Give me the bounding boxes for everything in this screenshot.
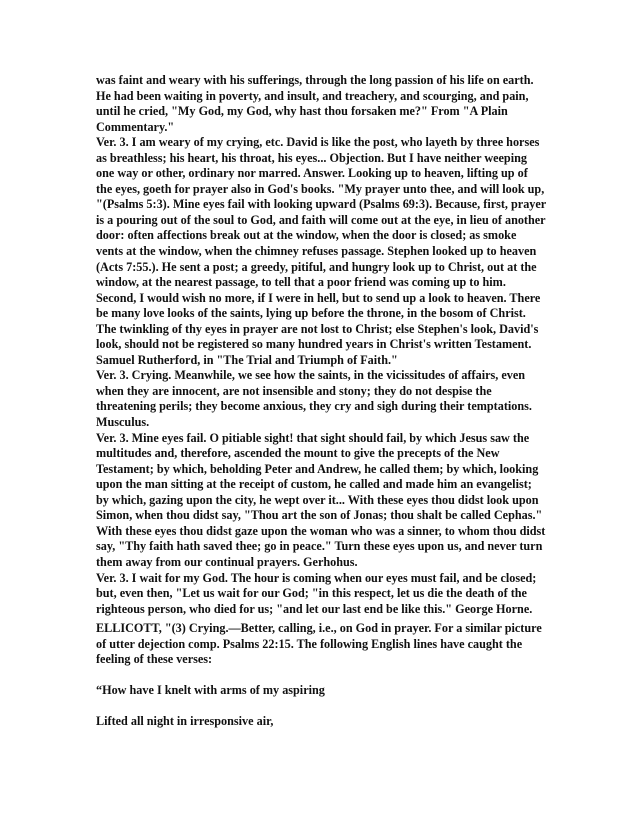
poem-line-2: Lifted all night in irresponsive air, xyxy=(96,714,274,728)
paragraph-horne: Ver. 3. I wait for my God. The hour is coming when our eyes must fail, and be closed; but, even then, "Let us wait for our God; "in this respect, let us die the death of the righteous person, who died for us; "and let our last end be like this." George Horne. xyxy=(96,570,537,616)
poem-line-1: “How have I knelt with arms of my aspiring xyxy=(96,683,325,697)
poem-line-1-block xyxy=(96,683,546,699)
paragraph-musculus: Ver. 3. Crying. Meanwhile, we see how the saints, in the vicissitudes of affairs, even when they are innocent, are not insensible and stony; they do not despise the threatening perils; they become anxious, they cry and sigh during their temptations. Musculus. xyxy=(96,368,532,430)
ellicott-block xyxy=(96,621,546,668)
poem-line-2-block xyxy=(96,714,546,730)
paragraph-gerhohus: Ver. 3. Mine eyes fail. O pitiable sight! that sight should fail, by which Jesus saw the multitudes and, therefore, ascended the mount to give the precepts of the New Testament; by which, beholding Peter and Andrew, he called them; by which, looking upon the man sitting at the receipt of custom, he called and made him an evangelist; by which, gazing upon the city, he wept over it... With these eyes thou didst look upon Simon, when thou didst say, "Thou art the son of Jonas; thou shalt be called Cephas." With these eyes thou didst gaze upon the woman who was a sinner, to whom thou didst say, "Thy faith hath saved thee; go in peace." Turn these eyes upon us, and never turn them away from our continual prayers. Gerhohus. xyxy=(96,430,546,569)
commentary-block xyxy=(96,73,546,617)
paragraph-plain-commentary: was faint and weary with his sufferings, through the long passion of his life on earth. He had been waiting in poverty, and insult, and treachery, and scourging, and pain, until he cried, "My God, my God, why hast thou forsaken me?" From "A Plain Commentary." xyxy=(96,73,534,134)
paragraph-rutherford: Ver. 3. I am weary of my crying, etc. David is like the post, who layeth by three horses as breathless; his heart, his throat, his eyes... Objection. But I have neither weeping one way or other, ordinary nor marred. Answer. Looking up to heaven, lifting up of the eyes, goeth for prayer also in God's books. "My prayer unto thee, and will look up, "(Psalms 5:3). Mine eyes fail with looking upward (Psalms 69:3). Because, first, prayer is a pouring out of the soul to God, and faith will come out at the eye, in lieu of another door: often affections break out at the window, when the door is closed; as smoke vents at the window, when the chimney refuses passage. Stephen looked up to heaven (Acts 7:55.). He sent a post; a greedy, pitiful, and hungry look up to Christ, out at the window, at the nearest passage, to tell that a poor friend was coming up to him. Second, I would wish no more, if I were in hell, but to send up a look to heaven. There be many love looks of the saints, lying up before the throne, in the bosom of Christ. The twinkling of thy eyes in prayer are not lost to Christ; else Stephen's look, David's look, should not be registered so many hundred years in Christ's written Testament. Samuel Rutherford, in "The Trial and Triumph of Faith." xyxy=(96,135,546,367)
paragraph-ellicott: ELLICOTT, "(3) Crying.—Better, calling, i.e., on God in prayer. For a similar picture of utter dejection comp. Psalms 22:15. The following English lines have caught the feeling of these verses: xyxy=(96,621,542,667)
